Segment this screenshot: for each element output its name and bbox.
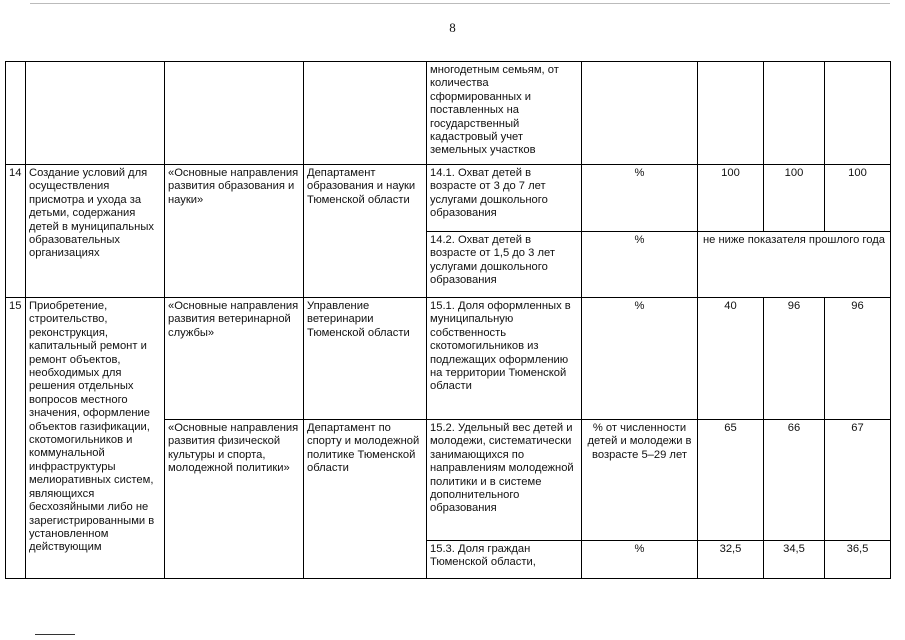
executor-cell: Департамент по спорту и молодежной политике Тюменской области [304, 420, 427, 579]
indicators-table [5, 61, 891, 579]
indicator-cell: 15.1. Доля оформленных в муниципальную собственность скотомогильников из подлежащих оформлению на территории Тюменской области [427, 298, 582, 420]
table-row [6, 62, 891, 165]
unit-cell [582, 62, 698, 165]
unit-cell: % [582, 541, 698, 579]
program-cell [165, 62, 304, 165]
value-cell: 34,5 [764, 541, 825, 579]
row-number: 15 [6, 298, 26, 579]
value-cell: 66 [764, 420, 825, 541]
measure-cell: Приобретение, строительство, реконструкция, капитальный ремонт и ремонт объектов, необходимых для решения отдельных вопросов местного значения, оформление объектов газификации, скотомогильников и коммунальной инфраструктуры мелиоративных систем, являющихся бесхозяйными либо не зарегистрированными в установленном действующим [26, 298, 165, 579]
value-cell [698, 62, 764, 165]
value-cell: 96 [764, 298, 825, 420]
executor-cell [304, 62, 427, 165]
indicator-cell: многодетным семьям, от количества сформированных и поставленных на государственный кадастровый учет земельных участков [427, 62, 582, 165]
unit-cell: % от численности детей и молодежи в возрасте 5–29 лет [582, 420, 698, 541]
value-cell: 32,5 [698, 541, 764, 579]
executor-cell: Департамент образования и науки Тюменской области [304, 165, 427, 298]
indicator-cell: 15.3. Доля граждан Тюменской области, [427, 541, 582, 579]
value-cell: 100 [764, 165, 825, 232]
num-cell [6, 62, 26, 165]
indicator-cell: 15.2. Удельный вес детей и молодежи, систематически занимающихся по направлениям молодежной политики и в системе дополнительного образования [427, 420, 582, 541]
top-rule [30, 3, 890, 4]
program-cell: «Основные направления развития образования и науки» [165, 165, 304, 298]
value-cell: 40 [698, 298, 764, 420]
value-cell: 67 [825, 420, 891, 541]
value-cell: 96 [825, 298, 891, 420]
value-cell: 100 [698, 165, 764, 232]
unit-cell: % [582, 165, 698, 232]
table-row [6, 165, 891, 232]
unit-cell: % [582, 298, 698, 420]
page-number: 8 [449, 20, 456, 35]
value-cell: 36,5 [825, 541, 891, 579]
indicator-cell: 14.1. Охват детей в возрасте от 3 до 7 лет услугами дошкольного образования [427, 165, 582, 232]
executor-cell: Управление ветеринарии Тюменской области [304, 298, 427, 420]
table-row [6, 298, 891, 420]
program-cell: «Основные направления развития физической культуры и спорта, молодежной политики» [165, 420, 304, 579]
value-cell: 100 [825, 165, 891, 232]
value-cell [764, 62, 825, 165]
value-cell: 65 [698, 420, 764, 541]
row-number: 14 [6, 165, 26, 298]
unit-cell: % [582, 232, 698, 298]
value-cell-merged: не ниже показателя прошлого года [698, 232, 891, 298]
value-cell [825, 62, 891, 165]
measure-cell: Создание условий для осуществления присмотра и ухода за детьми, содержания детей в муниципальных образовательных организациях [26, 165, 165, 298]
program-cell: «Основные направления развития ветеринарной службы» [165, 298, 304, 420]
measure-cell [26, 62, 165, 165]
indicator-cell: 14.2. Охват детей в возрасте от 1,5 до 3 лет услугами дошкольного образования [427, 232, 582, 298]
footer-rule [35, 634, 75, 635]
